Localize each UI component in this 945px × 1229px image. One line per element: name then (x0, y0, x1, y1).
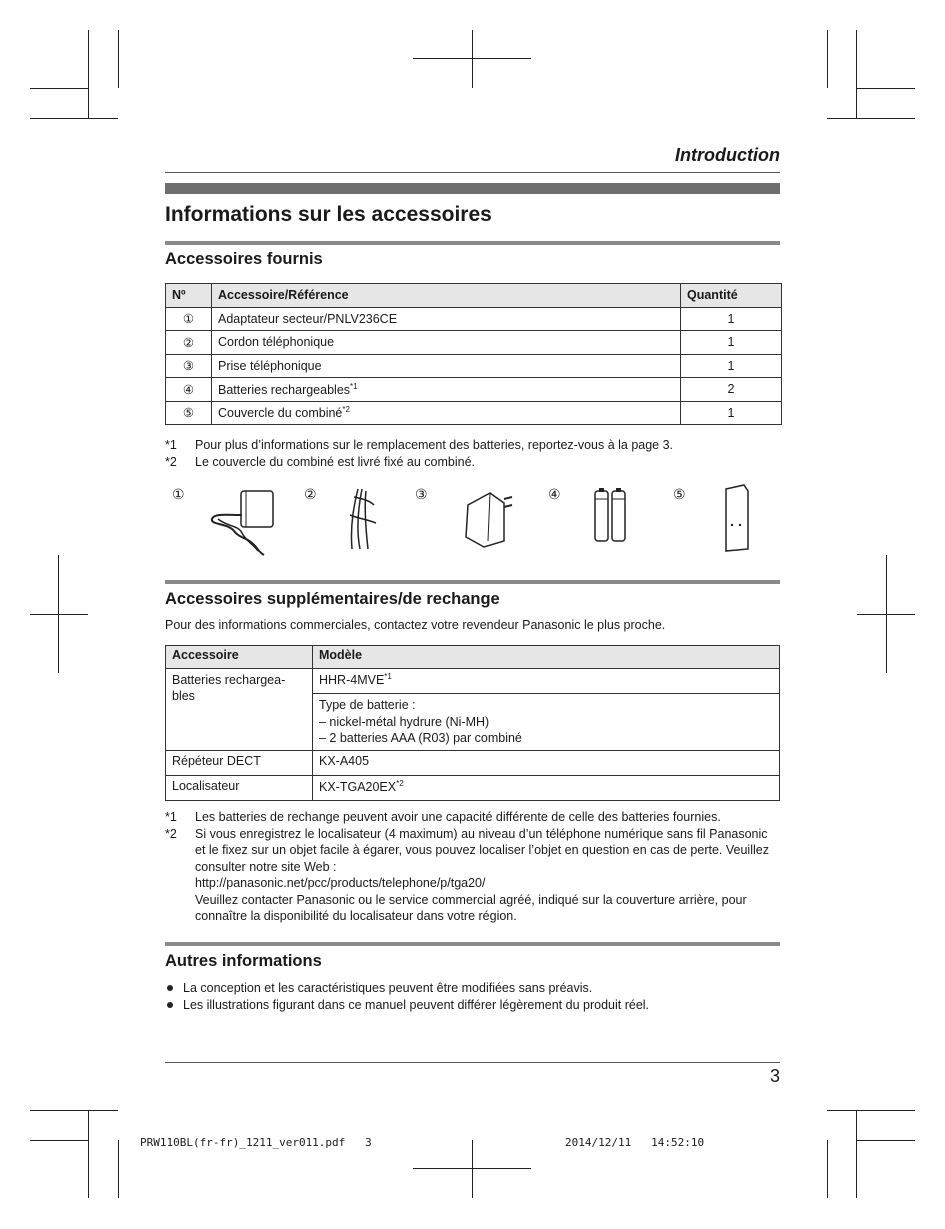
battery-type-item: – nickel-métal hydrure (Ni-MH) (319, 714, 490, 729)
crop-mark (88, 30, 89, 118)
col-header: Nº (166, 284, 212, 308)
item-number: ① (166, 307, 212, 331)
section-rule (165, 942, 780, 946)
item-number: ③ (166, 354, 212, 378)
item-name: Prise téléphonique (212, 354, 681, 378)
ac-adapter-illustration (208, 485, 278, 560)
footnote-mark: *2 (165, 454, 177, 469)
item-cell (212, 378, 681, 402)
item-number: ⑤ (166, 401, 212, 425)
accessory-name-text: Batteries rechargea-bles (172, 673, 286, 703)
accessory-name: Répéteur DECT (166, 750, 313, 775)
item-qty: 1 (681, 307, 782, 331)
footnote-ref: *1 (384, 672, 392, 681)
col-header: Modèle (313, 646, 780, 669)
figure-number: ⑤ (673, 486, 686, 502)
item-name: Cordon téléphonique (212, 331, 681, 355)
accessory-name: Localisateur (166, 775, 313, 800)
crop-mark (827, 118, 915, 119)
extra-footnotes (165, 809, 770, 925)
crop-mark (472, 1140, 473, 1198)
battery-type-label: Type de batterie : (319, 698, 416, 712)
page-number: 3 (769, 1066, 780, 1086)
model-cell (313, 669, 780, 694)
footnote-text: Le couvercle du combiné est livré fixé au combiné. (195, 454, 476, 469)
crop-mark (856, 1110, 857, 1198)
locator-url-link[interactable]: http://panasonic.net/pcc/products/telephone/p/tga20/ (195, 876, 486, 890)
model-name: KX-A405 (313, 750, 780, 775)
model-name: KX-TGA20EX (319, 779, 397, 794)
crop-mark (856, 30, 857, 118)
battery-type-cell (313, 694, 780, 751)
section-rule (165, 580, 780, 584)
batteries-illustration (592, 485, 632, 545)
crop-mark (472, 30, 473, 88)
title-bar (165, 183, 780, 194)
table-header-row (166, 646, 780, 669)
crop-mark (857, 614, 915, 615)
crop-mark (857, 1140, 915, 1141)
other-bullet-list (165, 980, 649, 1013)
accessory-name (166, 669, 313, 751)
footnote-text: Si vous enregistrez le localisateur (4 maximum) au niveau d’un téléphone numérique sans fil Panasonic et le fixez sur un objet facile à égarer, vous pouvez localiser l’objet en question en cas de perte. Veuillez consulter notre site Web : (195, 826, 769, 874)
footnote-ref: *1 (350, 381, 358, 391)
battery-type-item: – 2 batteries AAA (R03) par combiné (319, 731, 522, 745)
telephone-cord-illustration (340, 485, 385, 555)
crop-mark (857, 88, 915, 89)
item-qty: 2 (681, 378, 782, 402)
extra-heading: Accessoires supplémentaires/de rechange (165, 590, 500, 608)
footnote-mark: *1 (165, 438, 177, 452)
table-row (166, 750, 780, 775)
footnote-mark: *1 (165, 810, 177, 824)
item-name: Couvercle du combiné (218, 406, 343, 421)
table-row (166, 307, 782, 331)
crop-mark (118, 1140, 119, 1198)
crop-mark (30, 614, 88, 615)
supplied-footnotes (165, 437, 770, 470)
supplied-table (165, 283, 782, 425)
section-rule (165, 241, 780, 245)
figure-number: ③ (415, 486, 428, 502)
footnote-mark: *2 (165, 826, 177, 841)
item-name: Batteries rechargeables (218, 382, 351, 397)
item-qty: 1 (681, 401, 782, 425)
crop-mark (413, 1168, 531, 1169)
telephone-plug-illustration (460, 485, 520, 550)
extra-table (165, 645, 780, 801)
crop-mark (30, 88, 88, 89)
footnote-text: Veuillez contacter Panasonic ou le service commercial agréé, indiqué sur la couverture arrière, pour connaître la disponibilité du localisateur dans votre région. (195, 892, 747, 923)
table-row (166, 401, 782, 425)
table-row (166, 331, 782, 355)
footnote-ref: *2 (396, 778, 404, 788)
model-name: HHR-4MVE (319, 673, 385, 688)
crop-mark (30, 118, 118, 119)
item-number: ④ (166, 378, 212, 402)
figure-number: ④ (548, 486, 561, 502)
handset-cover-illustration (720, 483, 755, 555)
footnote-text: Les batteries de rechange peuvent avoir une capacité différente de celle des batteries fournies. (195, 810, 721, 824)
print-date: 2014/12/11 14:52:10 (565, 1136, 705, 1149)
section-header: Introduction (675, 145, 780, 165)
header-rule (165, 172, 780, 173)
col-header: Accessoire/Référence (212, 284, 681, 308)
crop-mark (827, 30, 828, 88)
col-header: Quantité (681, 284, 782, 308)
model-cell (313, 775, 780, 800)
col-header: Accessoire (166, 646, 313, 669)
page-title: Informations sur les accessoires (165, 203, 492, 226)
table-header-row (166, 284, 782, 308)
crop-mark (30, 1140, 88, 1141)
table-row (166, 775, 780, 800)
item-qty: 1 (681, 354, 782, 378)
supplied-heading: Accessoires fournis (165, 250, 323, 268)
other-heading: Autres informations (165, 952, 322, 970)
print-file-info: PRW110BL(fr-fr)_1211_ver011.pdf 3 (140, 1136, 372, 1149)
figure-number: ② (304, 486, 317, 502)
figure-number: ① (172, 486, 185, 502)
item-qty: 1 (681, 331, 782, 355)
list-item: Les illustrations figurant dans ce manuel peuvent différer légèrement du produit réel. (165, 997, 649, 1014)
crop-mark (30, 1110, 118, 1111)
table-row (166, 669, 780, 694)
item-number: ② (166, 331, 212, 355)
crop-mark (827, 1140, 828, 1198)
item-name: Adaptateur secteur/PNLV236CE (212, 307, 681, 331)
footnote-text: Pour plus d’informations sur le remplacement des batteries, reportez-vous à la page 3. (195, 438, 674, 452)
extra-intro: Pour des informations commerciales, contactez votre revendeur Panasonic le plus proche. (165, 618, 666, 632)
list-item: La conception et les caractéristiques peuvent être modifiées sans préavis. (165, 980, 649, 997)
crop-mark (827, 1110, 915, 1111)
footer-rule (165, 1062, 780, 1063)
table-row (166, 378, 782, 402)
crop-mark (88, 1110, 89, 1198)
item-cell (212, 401, 681, 425)
crop-mark (413, 58, 531, 59)
crop-mark (118, 30, 119, 88)
footnote-ref: *2 (342, 405, 350, 415)
table-row (166, 354, 782, 378)
